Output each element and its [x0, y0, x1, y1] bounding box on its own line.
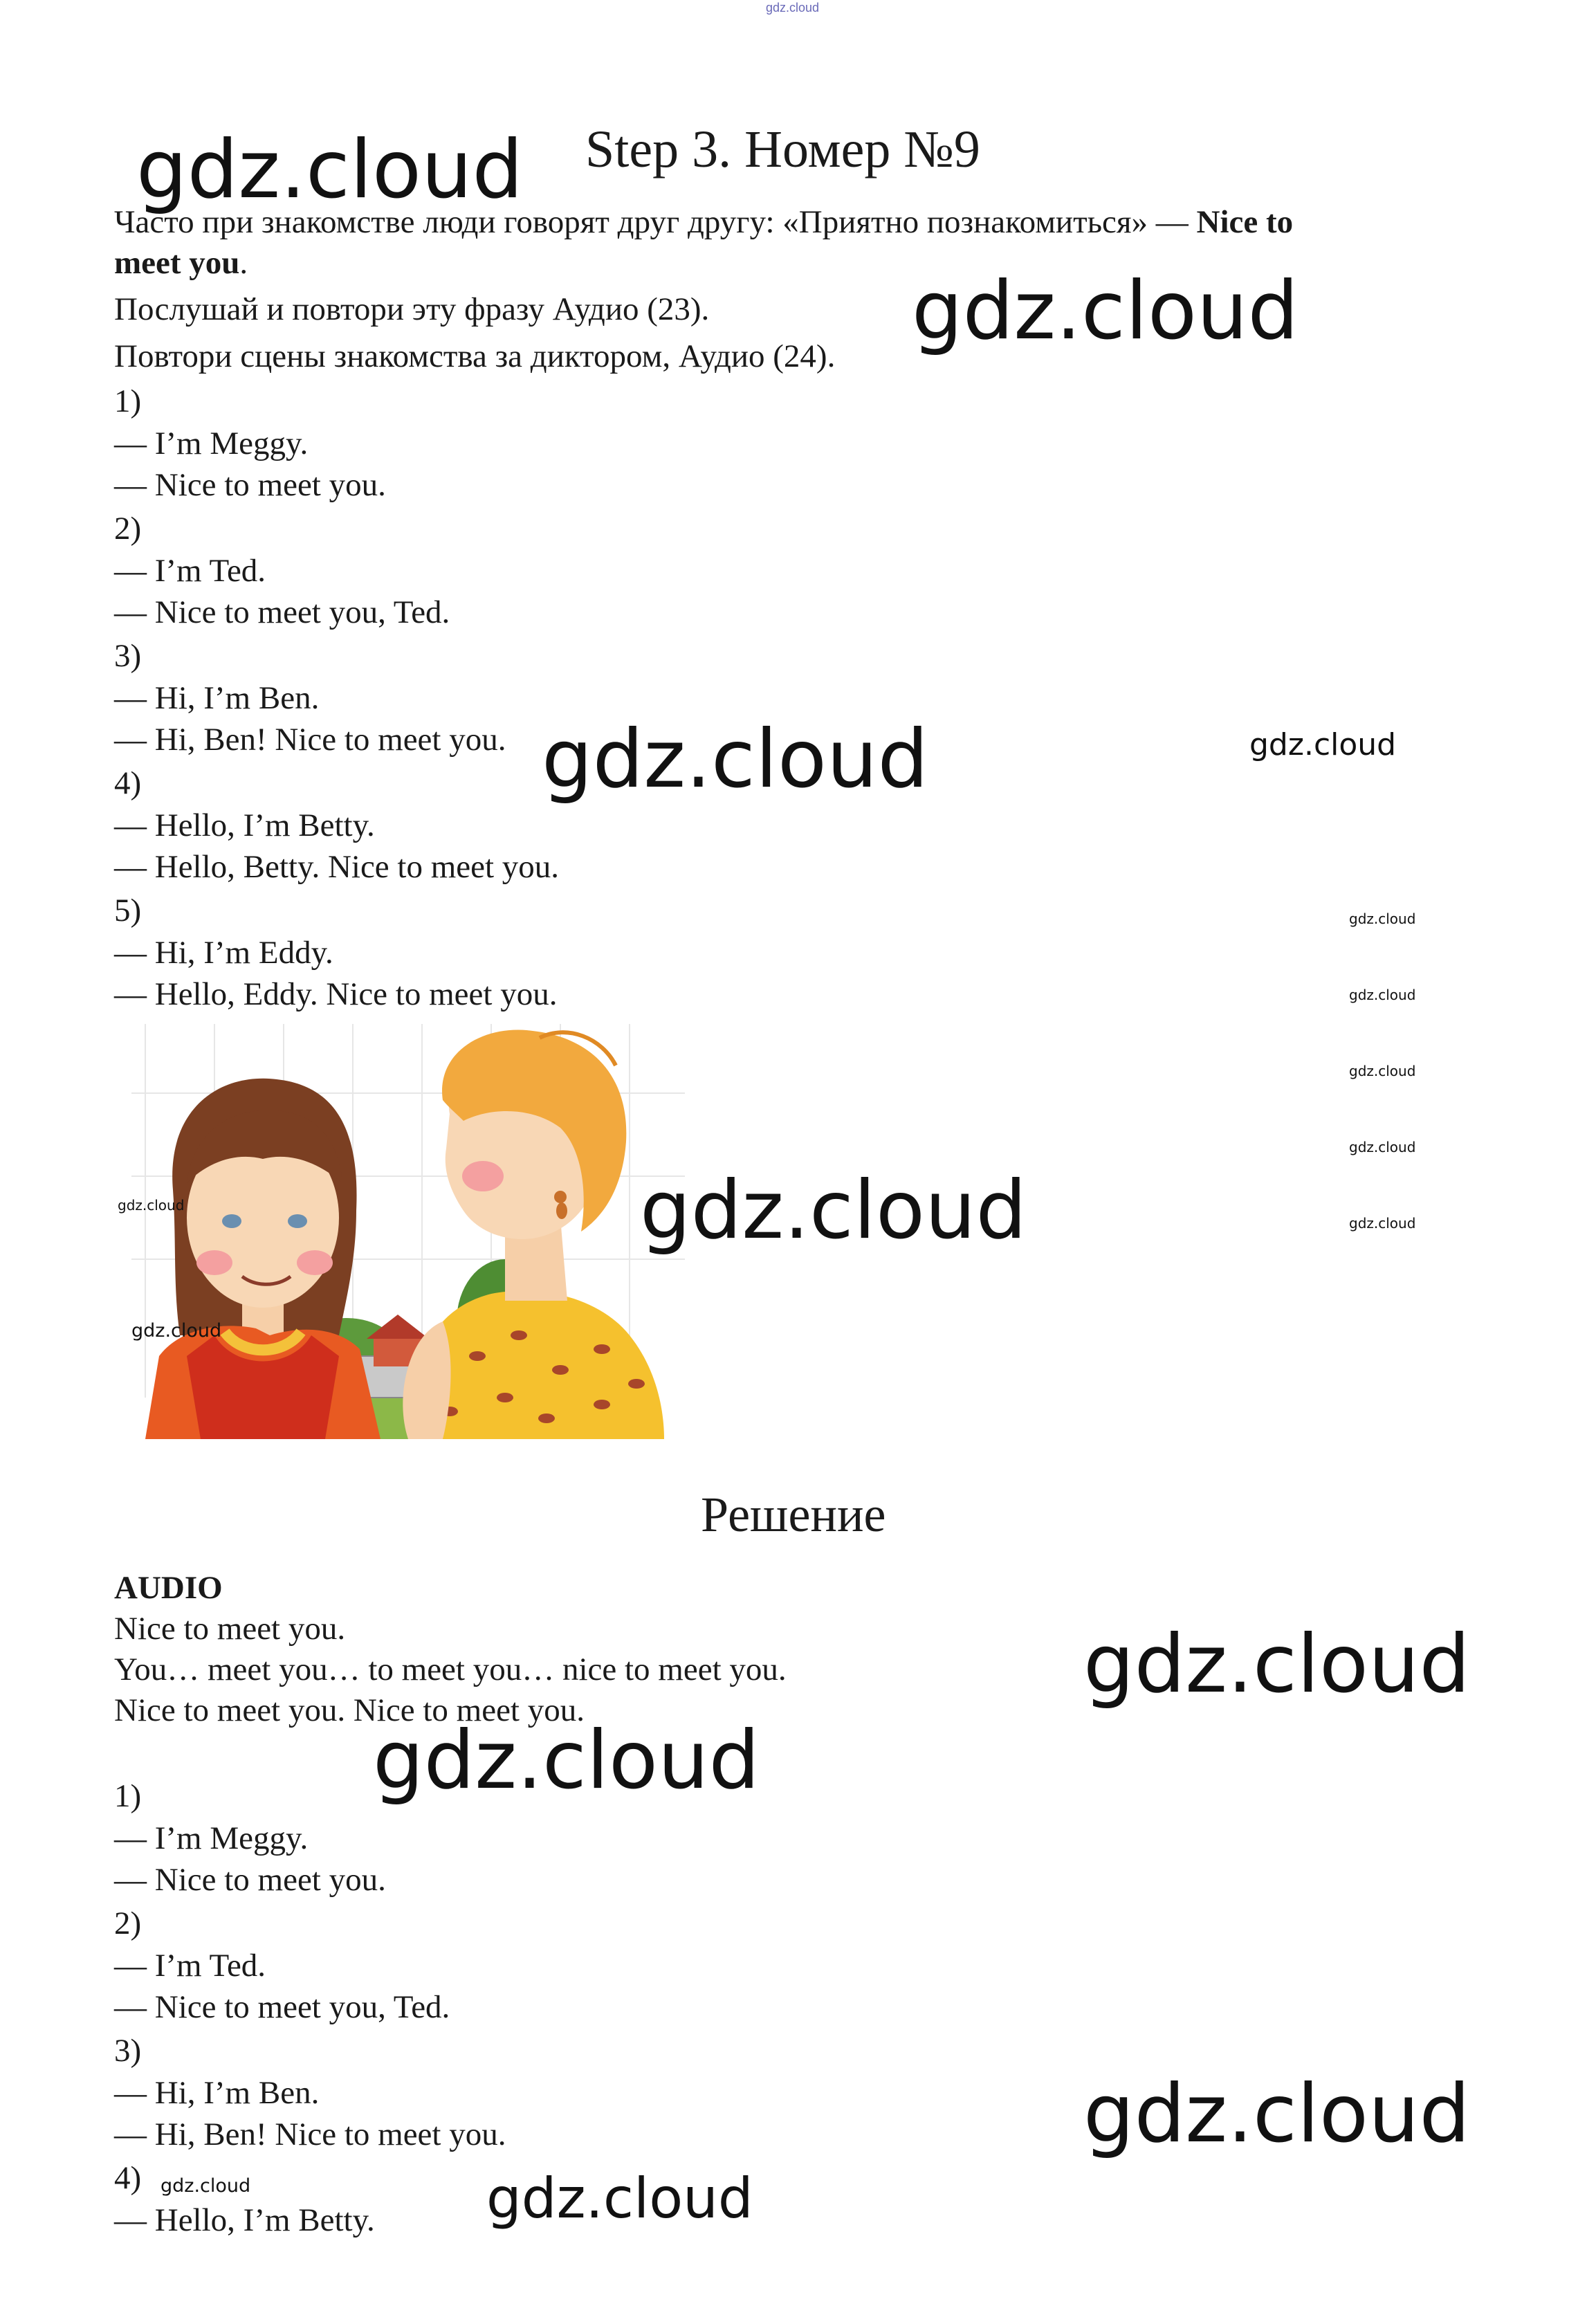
audio-label: AUDIO [114, 1570, 223, 1606]
intro-phrase-bold-cont: meet you [114, 245, 240, 281]
watermark-top: gdz.cloud [766, 1, 820, 15]
dialogue-1-line-1: — I’m Meggy. [114, 426, 309, 461]
watermark: gdz.cloud [1083, 1618, 1471, 1711]
solution-dialogue-2-number: 2) [114, 1905, 142, 1941]
solution-heading: Решение [701, 1487, 886, 1542]
dialogue-1-line-2: — Nice to meet you. [114, 467, 386, 503]
watermark: gdz.cloud [1349, 1215, 1416, 1232]
dialogue-2-line-1: — I’m Ted. [114, 553, 266, 589]
intro-line-4: Повтори сцены знакомства за диктором, Аудио (24). [114, 338, 836, 374]
solution-dialogue-2-line-2: — Nice to meet you, Ted. [114, 1989, 450, 2025]
solution-dialogue-1-line-1: — I’m Meggy. [114, 1820, 309, 1856]
solution-dialogue-2-line-1: — I’m Ted. [114, 1948, 266, 1984]
intro-text: Часто при знакомстве люди говорят друг другу: «Приятно познакомиться» — [114, 204, 1197, 240]
page-title: Step 3. Номер №9 [585, 120, 980, 179]
watermark: gdz.cloud [373, 1714, 760, 1807]
watermark: gdz.cloud [640, 1164, 1027, 1257]
solution-dialogue-3-line-2: — Hi, Ben! Nice to meet you. [114, 2116, 506, 2152]
watermark: gdz.cloud [1349, 987, 1416, 1003]
dialogue-2-number: 2) [114, 511, 142, 547]
watermark: gdz.cloud [160, 2175, 251, 2197]
intro-line-3: Послушай и повтори эту фразу Аудио (23). [114, 291, 710, 327]
dialogue-1-number: 1) [114, 383, 142, 419]
watermark: gdz.cloud [1349, 911, 1416, 927]
dialogue-5-line-2: — Hello, Eddy. Nice to meet you. [114, 976, 558, 1012]
dialogue-4-line-2: — Hello, Betty. Nice to meet you. [114, 849, 560, 885]
dialogue-4-number: 4) [114, 765, 142, 801]
watermark: gdz.cloud [542, 713, 929, 806]
solution-dialogue-4-number: 4) [114, 2160, 142, 2196]
intro-phrase-bold: Nice to [1196, 204, 1294, 240]
watermark: gdz.cloud [1083, 2067, 1471, 2161]
watermark: gdz.cloud [1349, 1139, 1416, 1155]
solution-dialogue-3-number: 3) [114, 2033, 142, 2069]
audio-line-3: Nice to meet you. Nice to meet you. [114, 1692, 585, 1728]
dialogue-2-line-2: — Nice to meet you, Ted. [114, 594, 450, 630]
audio-line-1: Nice to meet you. [114, 1611, 346, 1647]
dialogue-3-line-1: — Hi, I’m Ben. [114, 680, 320, 716]
watermark: gdz.cloud [1249, 727, 1397, 762]
solution-dialogue-3-line-1: — Hi, I’m Ben. [114, 2075, 320, 2111]
watermark: gdz.cloud [912, 264, 1299, 358]
dialogue-5-number: 5) [114, 893, 142, 928]
dialogue-3-line-2: — Hi, Ben! Nice to meet you. [114, 722, 506, 758]
dialogue-4-line-1: — Hello, I’m Betty. [114, 807, 375, 843]
solution-dialogue-4-line-1: — Hello, I’m Betty. [114, 2202, 375, 2238]
watermark: gdz.cloud [486, 2166, 753, 2231]
dialogue-3-number: 3) [114, 638, 142, 674]
solution-dialogue-1-line-2: — Nice to meet you. [114, 1862, 386, 1898]
watermark: gdz.cloud [136, 123, 524, 217]
watermark: gdz.cloud [1349, 1063, 1416, 1079]
solution-dialogue-1-number: 1) [114, 1778, 142, 1814]
intro-line-2: meet you. [114, 245, 248, 281]
illustration-girl-and-woman [118, 1010, 692, 1439]
audio-line-2: You… meet you… to meet you… nice to meet you. [114, 1651, 787, 1687]
watermark: gdz.cloud [118, 1197, 185, 1214]
dialogue-5-line-1: — Hi, I’m Eddy. [114, 935, 333, 971]
watermark: gdz.cloud [131, 1320, 222, 1342]
